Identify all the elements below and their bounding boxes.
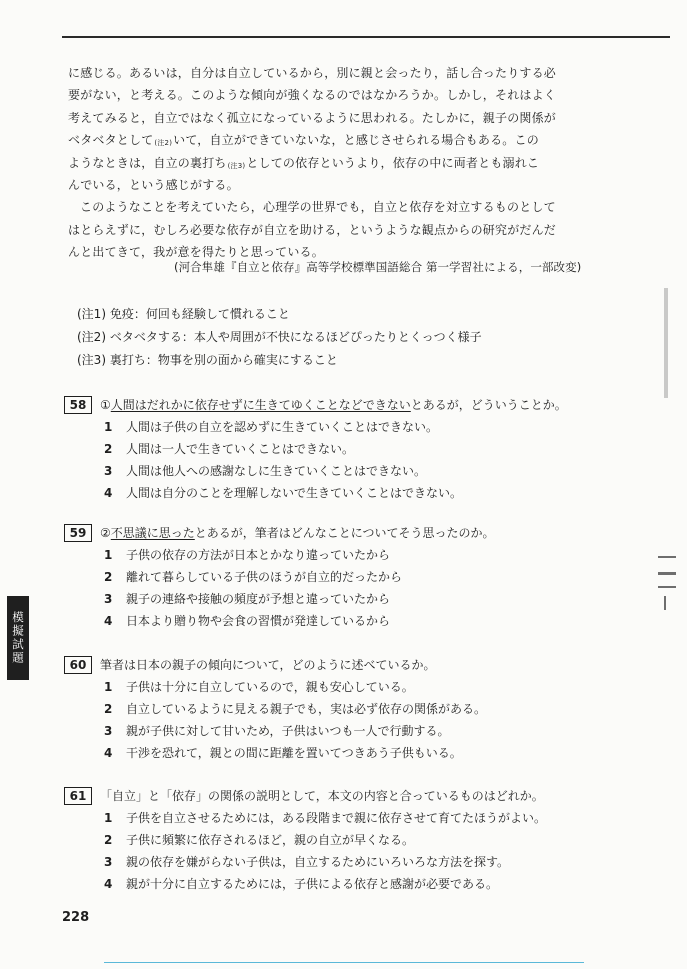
option-text: 人間は子供の自立を認めずに生きていくことはできない。	[126, 420, 439, 434]
option-text: 人間は自分のことを理解しないで生きていくことはできない。	[126, 486, 463, 500]
stem-text: 筆者は日本の親子の傾向について，どのように述べているか。	[100, 658, 436, 672]
passage	[68, 62, 608, 264]
option-text: 子供の依存の方法が日本とかなり違っていたから	[126, 548, 391, 562]
passage-text: ようなときは，自立の裏打ち	[68, 155, 227, 170]
passage-text: としての依存というより，依存の中に両者とも溺れこ	[246, 155, 540, 170]
option[interactable]	[64, 416, 624, 438]
passage-line: 考えてみると，自立ではなく孤立になっているように思われる。たしかに，親子の関係が	[68, 110, 557, 125]
top-rule	[62, 36, 670, 38]
option-text: 子供を自立させるためには，ある段階まで親に依存させて育てたほうがよい。	[126, 811, 547, 825]
stem-text: とあるが，筆者はどんなことについてそう思ったのか。	[194, 526, 495, 540]
option[interactable]	[64, 676, 624, 698]
passage-line: 要がない，と考える。このような傾向が強くなるのではなかろうか。しかし，それはよく	[68, 88, 557, 103]
underlined-phrase: 不思議に思った	[110, 526, 195, 540]
note-marker-2: (注2)	[154, 139, 173, 148]
option[interactable]	[64, 742, 624, 764]
source-citation: (河合隼雄『自立と依存』高等学校標準国語総合 第一学習社による，一部改変)	[174, 260, 582, 274]
option-text: 親子の連絡や接触の頻度が予想と違っていたから	[126, 592, 391, 606]
option-number: 1	[104, 420, 113, 434]
question-59	[64, 522, 624, 632]
option[interactable]	[64, 698, 624, 720]
option-text: 自立しているように見える親子でも，実は必ず依存の関係がある。	[126, 702, 487, 716]
passage-line: んと出てきて，我が意を得たりと思っている。	[68, 245, 324, 260]
scan-artifact	[664, 596, 666, 610]
option-number: 3	[104, 724, 113, 738]
option-number: 2	[104, 442, 113, 456]
passage-line: に感じる。あるいは，自分は自立しているから，別に親と会ったり，話し合ったりする必	[68, 66, 557, 80]
option-number: 4	[104, 877, 113, 891]
option-text: 干渉を恐れて，親との間に距離を置いてつきあう子供もいる。	[126, 746, 462, 760]
option[interactable]	[64, 720, 624, 742]
option[interactable]	[64, 438, 624, 460]
option[interactable]	[64, 873, 624, 895]
stem-text: 「自立」と「依存」の関係の説明として，本文の内容と合っているものはどれか。	[100, 789, 544, 803]
passage-text: ベタベタとして	[68, 133, 154, 148]
question-number: 59	[64, 524, 92, 542]
option-text: 子供は十分に自立しているので，親も安心している。	[126, 680, 414, 694]
option-text: 日本より贈り物や会食の習慣が発達しているから	[126, 614, 391, 628]
option-text: 親が十分に自立するためには，子供による依存と感謝が必要である。	[126, 877, 499, 891]
option-number: 2	[104, 570, 113, 584]
stem-prefix: ②	[100, 526, 111, 540]
bottom-edge-line	[104, 962, 584, 963]
option-number: 4	[104, 746, 113, 760]
option-number: 3	[104, 592, 113, 606]
option[interactable]	[64, 851, 624, 873]
passage-line	[68, 129, 608, 151]
option[interactable]	[64, 460, 624, 482]
option[interactable]	[64, 807, 624, 829]
option-text: 親の依存を嫌がらない子供は，自立するためにいろいろな方法を探す。	[126, 855, 510, 869]
scan-artifact	[658, 572, 676, 575]
question-stem	[64, 394, 624, 416]
passage-line	[68, 152, 608, 174]
footnote: (注3) 裏打ち：物事を別の面から確実にすること	[77, 353, 338, 367]
side-tab-label: 模擬試題	[11, 611, 25, 665]
option-number: 1	[104, 680, 113, 694]
question-stem	[64, 785, 624, 807]
option-number: 2	[104, 702, 113, 716]
option-number: 3	[104, 464, 113, 478]
option-text: 親が子供に対して甘いため，子供はいつも一人で行動する。	[126, 724, 450, 738]
question-number: 60	[64, 656, 92, 674]
option-number: 2	[104, 833, 113, 847]
page-number: 228	[62, 910, 90, 925]
option-text: 人間は他人への感謝なしに生きていくことはできない。	[126, 464, 427, 478]
question-stem	[64, 522, 624, 544]
stem-prefix: ①	[100, 398, 111, 412]
option[interactable]	[64, 544, 624, 566]
option-text: 子供に頻繁に依存されるほど，親の自立が早くなる。	[126, 833, 415, 847]
option-number: 4	[104, 614, 113, 628]
option-number: 4	[104, 486, 113, 500]
scan-artifact	[658, 586, 676, 588]
question-58	[64, 394, 624, 504]
option-text: 人間は一人で生きていくことはできない。	[126, 442, 355, 456]
note-marker-3: (注3)	[227, 161, 246, 170]
passage-text: いて，自立ができていないな，と感じさせられる場合もある。この	[173, 133, 539, 148]
scan-artifact	[664, 288, 668, 398]
question-stem	[64, 654, 624, 676]
option[interactable]	[64, 610, 624, 632]
option[interactable]	[64, 829, 624, 851]
footnotes	[77, 303, 482, 372]
question-61	[64, 785, 624, 895]
option-number: 1	[104, 548, 113, 562]
passage-line: んでいる，という感じがする。	[68, 177, 239, 192]
scan-artifact	[658, 556, 676, 558]
option[interactable]	[64, 482, 624, 504]
underlined-phrase: 人間はだれかに依存せずに生きてゆくことなどできない	[110, 398, 411, 412]
option[interactable]	[64, 566, 624, 588]
footnote: (注1) 免疫：何回も経験して慣れること	[77, 307, 290, 321]
option-number: 3	[104, 855, 113, 869]
footnote: (注2) ベタベタする：本人や周囲が不快になるほどぴったりとくっつく様子	[77, 330, 482, 344]
question-60	[64, 654, 624, 764]
option-number: 1	[104, 811, 113, 825]
question-number: 58	[64, 396, 92, 414]
passage-line: はとらえずに，むしろ必要な依存が自立を助ける，というような観点からの研究がだんだ	[68, 222, 557, 237]
option-text: 離れて暮らしている子供のほうが自立的だったから	[126, 570, 403, 584]
stem-text: とあるが，どういうことか。	[410, 398, 567, 412]
side-tab	[7, 596, 29, 680]
passage-line: このようなことを考えていたら，心理学の世界でも，自立と依存を対立するものとして	[80, 200, 556, 215]
question-number: 61	[64, 787, 92, 805]
option[interactable]	[64, 588, 624, 610]
